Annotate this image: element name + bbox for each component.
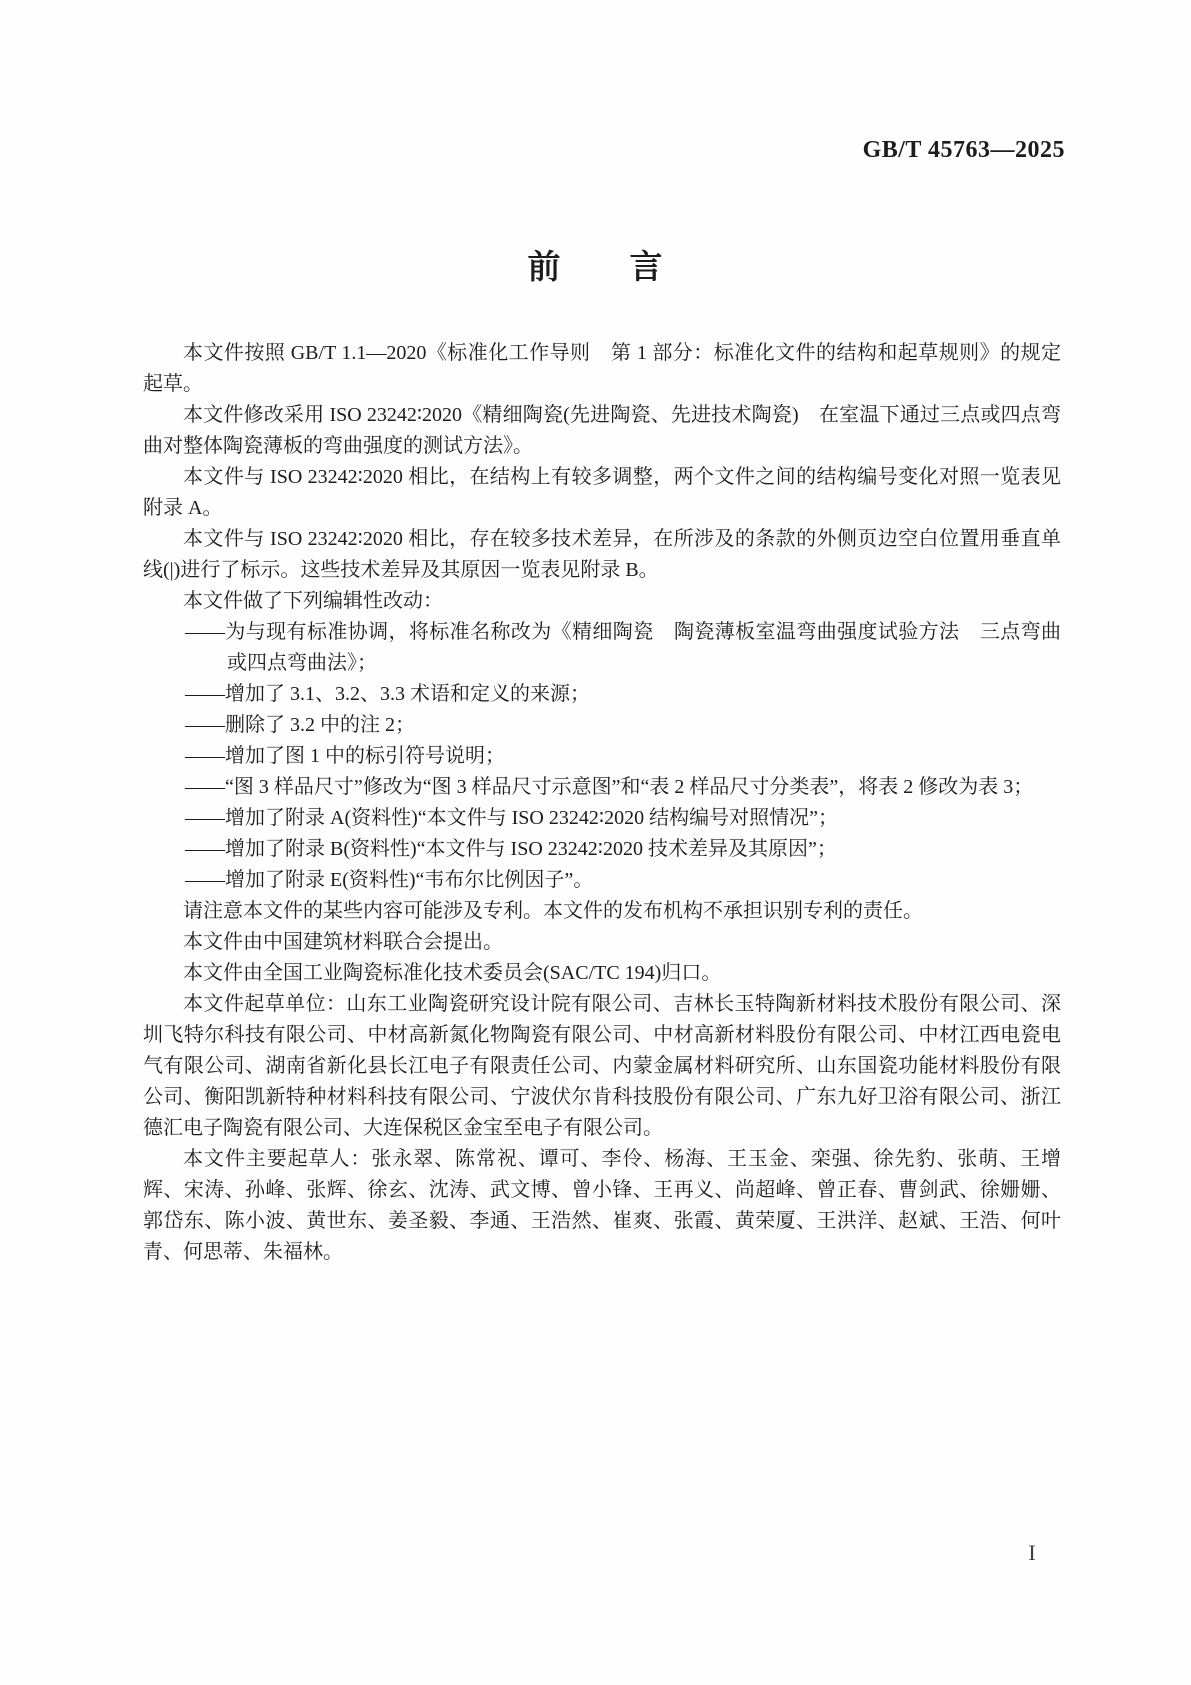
standard-code: GB/T 45763—2025 — [862, 137, 1065, 163]
editorial-change-item: ——“图 3 样品尺寸”修改为“图 3 样品尺寸示意图”和“表 2 样品尺寸分类表”，将表 2 修改为表 3； — [185, 776, 1034, 798]
paragraph-centralized-by: 本文件由全国工业陶瓷标准化技术委员会(SAC/TC 194)归口。 — [183, 962, 722, 984]
editorial-change-item: ——增加了附录 E(资料性)“韦布尔比例因子”。 — [185, 869, 594, 891]
paragraph-main-drafters: 本文件主要起草人：张永翠、陈常祝、谭可、李伶、杨海、王玉金、栾强、徐先豹、张萌、王增辉、宋涛、孙峰、张辉、徐玄、沈涛、武文博、曾小锋、王再义、尚超峰、曾正春、曹剑武、徐姗姗、郭岱东、陈小波、黄世东、姜圣毅、李通、王浩然、崔爽、张霞、黄荣厦、王洪洋、赵斌、王浩、何叶青、何思蒂、朱福林。 — [143, 1148, 1061, 1263]
editorial-change-item: ——增加了附录 B(资料性)“本文件与 ISO 23242∶2020 技术差异及其原因”； — [185, 838, 837, 860]
page-title: 前 言 — [527, 250, 664, 286]
foreword-body — [143, 338, 1061, 1268]
editorial-change-item: ——增加了附录 A(资料性)“本文件与 ISO 23242∶2020 结构编号对照情况”； — [185, 807, 838, 829]
editorial-changes-intro: 本文件做了下列编辑性改动： — [183, 590, 443, 612]
page-number: I — [1028, 1540, 1036, 1565]
editorial-change-item: ——增加了图 1 中的标引符号说明； — [185, 745, 505, 767]
paragraph-patent-note: 请注意本文件的某些内容可能涉及专利。本文件的发布机构不承担识别专利的责任。 — [183, 900, 923, 922]
paragraph-technical-differences: 本文件与 ISO 23242∶2020 相比，存在较多技术差异，在所涉及的条款的外侧页边空白位置用垂直单线(|)进行了标示。这些技术差异及其原因一览表见附录 B。 — [143, 528, 1061, 581]
paragraph-adoption: 本文件修改采用 ISO 23242∶2020《精细陶瓷(先进陶瓷、先进技术陶瓷) 在室温下通过三点或四点弯曲对整体陶瓷薄板的弯曲强度的测试方法》。 — [143, 404, 1061, 457]
paragraph-structure-comparison: 本文件与 ISO 23242∶2020 相比，在结构上有较多调整，两个文件之间的结构编号变化对照一览表见附录 A。 — [143, 466, 1061, 519]
editorial-change-item: ——为与现有标准协调，将标准名称改为《精细陶瓷 陶瓷薄板室温弯曲强度试验方法 三点弯曲或四点弯曲法》； — [185, 621, 1061, 674]
editorial-change-item: ——增加了 3.1、3.2、3.3 术语和定义的来源； — [185, 683, 590, 705]
paragraph-proposed-by: 本文件由中国建筑材料联合会提出。 — [183, 931, 503, 953]
paragraph-drafting-organizations: 本文件起草单位：山东工业陶瓷研究设计院有限公司、吉林长玉特陶新材料技术股份有限公司、深圳飞特尔科技有限公司、中材高新氮化物陶瓷有限公司、中材高新材料股份有限公司、中材江西电瓷电气有限公司、湖南省新化县长江电子有限责任公司、内蒙金属材料研究所、山东国瓷功能材料股份有限公司、衡阳凯新特种材料科技有限公司、宁波伏尔肯科技股份有限公司、广东九好卫浴有限公司、浙江德汇电子陶瓷有限公司、大连保税区金宝至电子有限公司。 — [143, 993, 1061, 1139]
paragraph-drafting-basis: 本文件按照 GB/T 1.1—2020《标准化工作导则 第 1 部分：标准化文件的结构和起草规则》的规定起草。 — [143, 342, 1061, 395]
editorial-change-item: ——删除了 3.2 中的注 2； — [185, 714, 415, 736]
